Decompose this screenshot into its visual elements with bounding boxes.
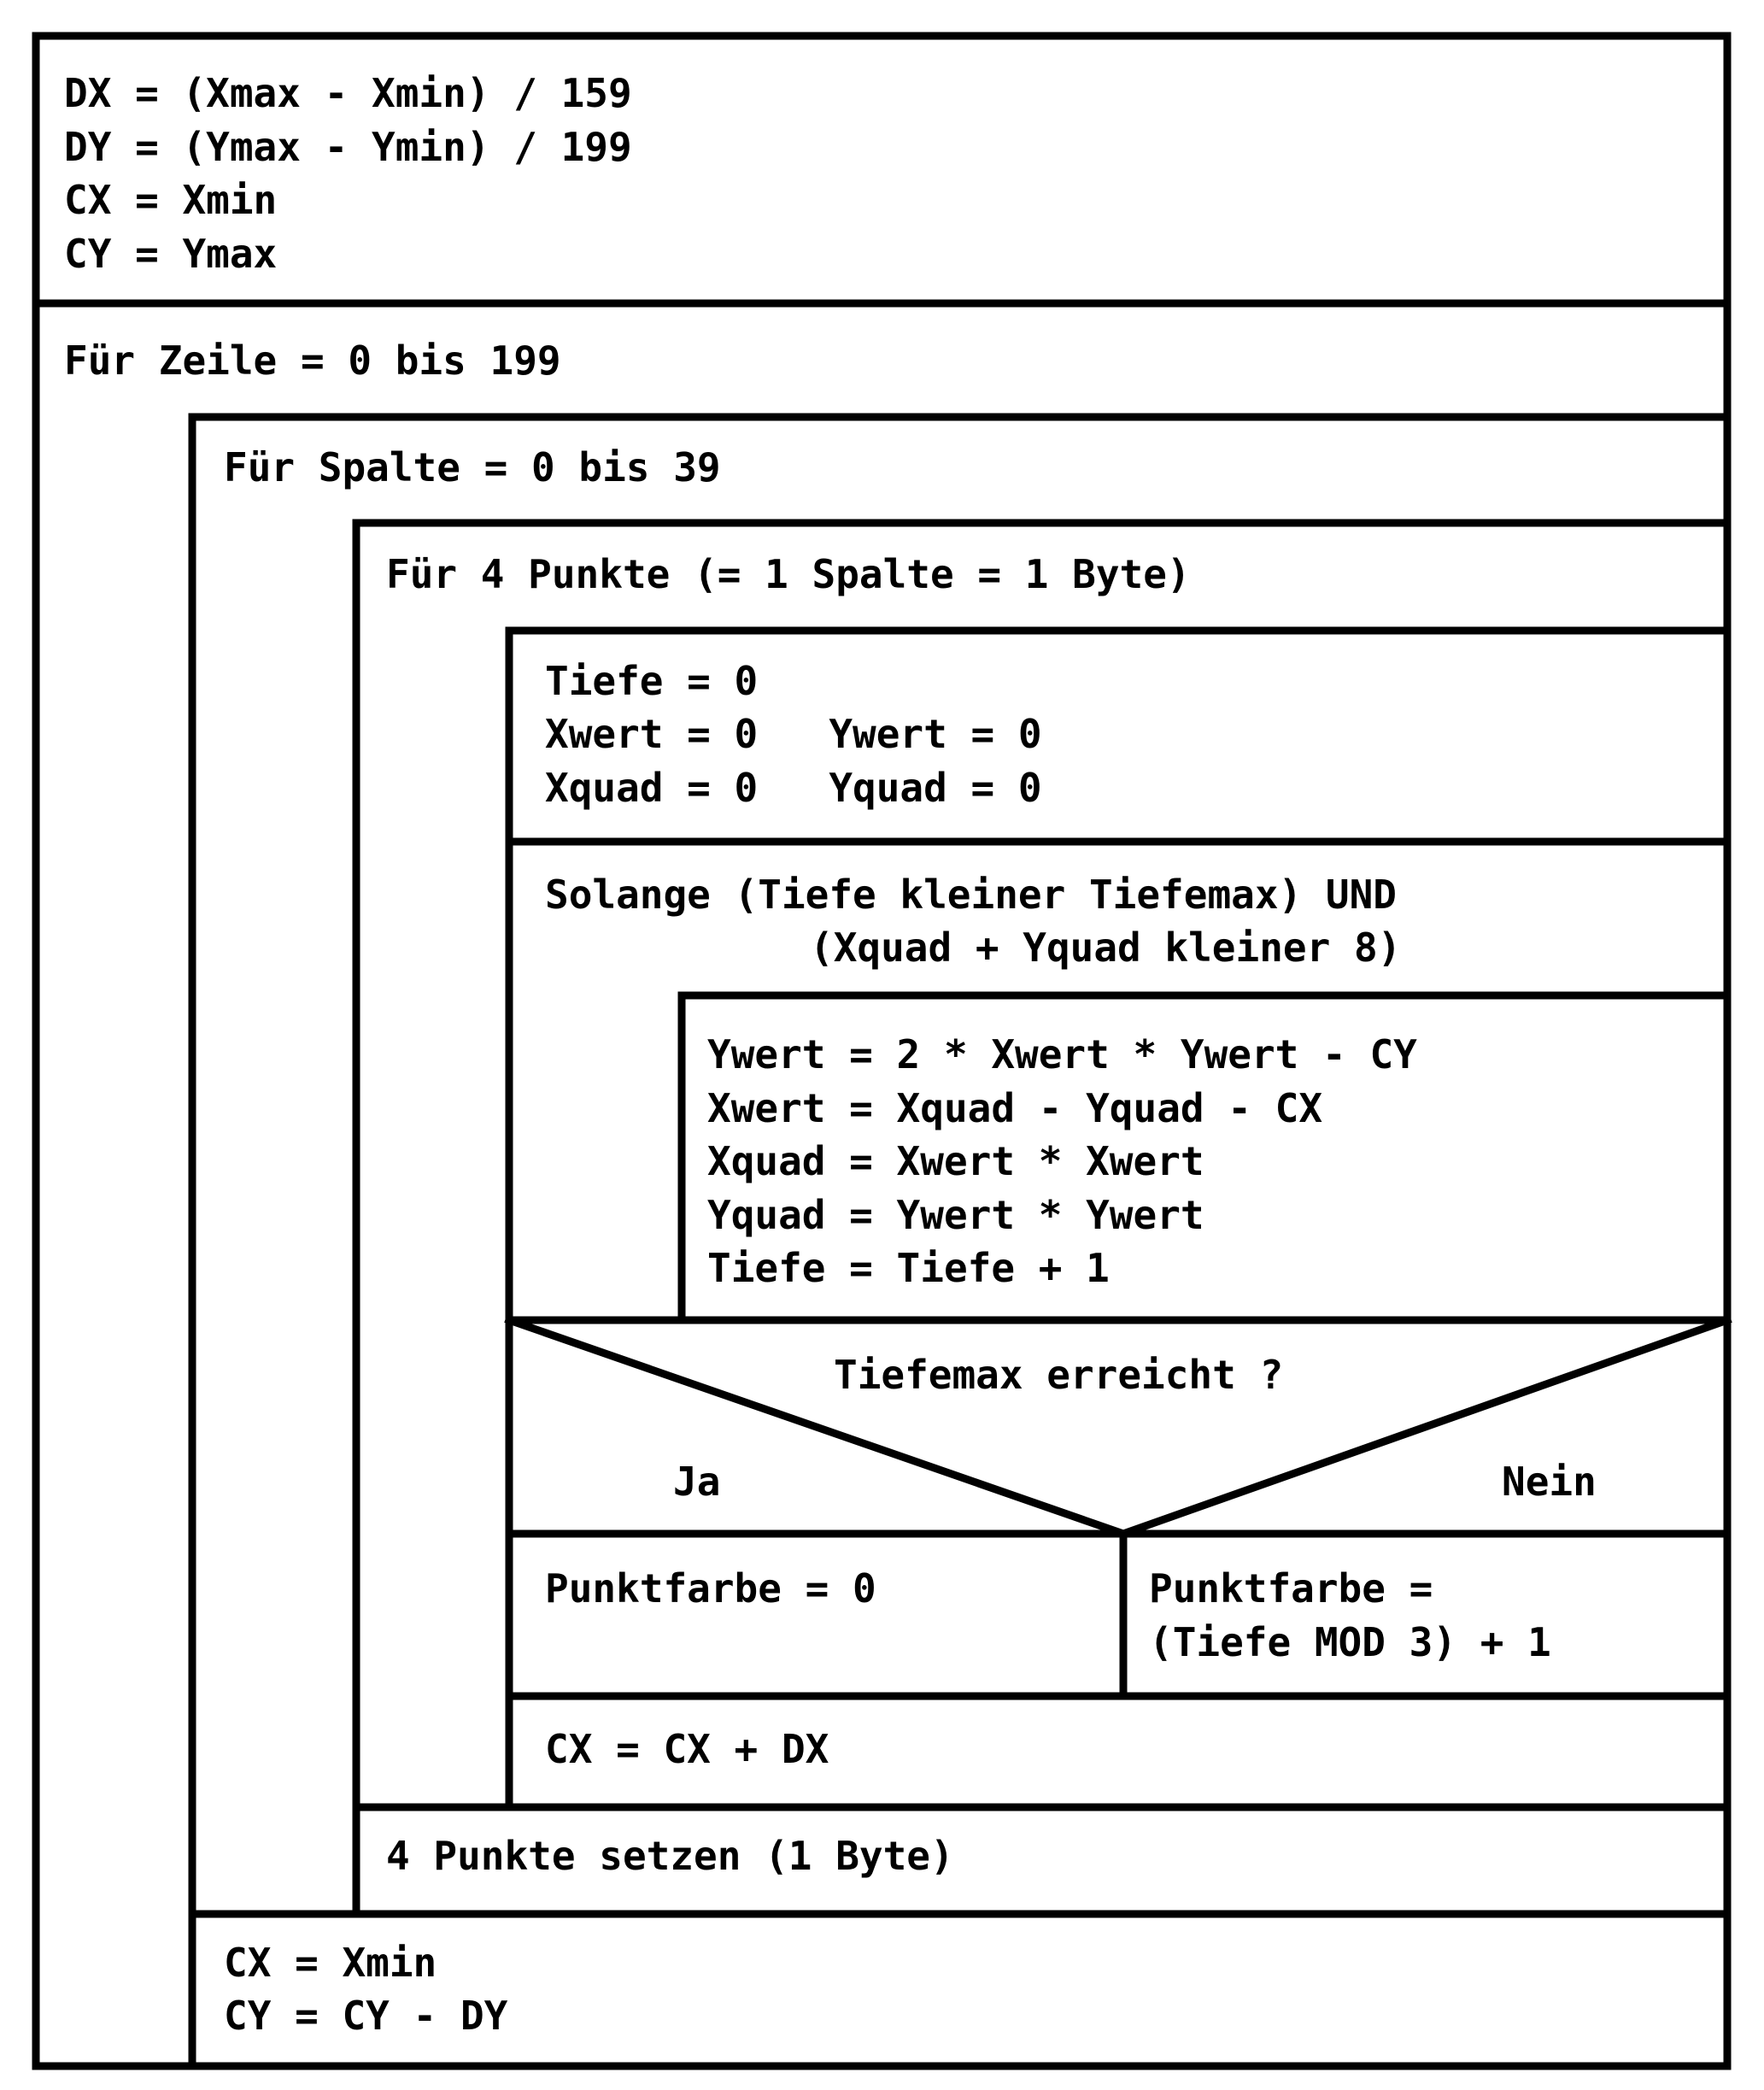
while-condition-line2: (Xquad + Yquad kleiner 8) — [810, 925, 1402, 971]
init-line-cx: CX = Xmin — [64, 177, 278, 223]
row-end-block — [224, 1940, 508, 2039]
branch-no-line2: (Tiefe MOD 3) + 1 — [1149, 1619, 1551, 1665]
row-end-line-cy: CY = CY - DY — [224, 1993, 508, 2039]
decision-condition: Tiefemax erreicht ? — [834, 1352, 1284, 1398]
branch-no-block — [1149, 1565, 1551, 1665]
punkte-loop-header: Für 4 Punkte (= 1 Spalte = 1 Byte) — [386, 551, 1191, 597]
init-line-cy: CY = Ymax — [64, 231, 278, 277]
iteration-line-yquad: Yquad = Ywert * Ywert — [707, 1192, 1204, 1238]
iteration-line-ywert: Ywert = 2 * Xwert * Ywert - CY — [707, 1031, 1417, 1077]
iteration-line-xquad: Xquad = Xwert * Xwert — [707, 1138, 1204, 1184]
branch-no-line1: Punktfarbe = — [1149, 1565, 1433, 1612]
row-end-line-cx: CX = Xmin — [224, 1940, 437, 1986]
iteration-block — [707, 1031, 1417, 1291]
init-line-dy: DY = (Ymax - Ymin) / 199 — [64, 124, 632, 170]
while-loop-header — [545, 872, 1401, 971]
branch-yes-text: Punktfarbe = 0 — [545, 1565, 876, 1612]
cx-increment-text: CX = CX + DX — [545, 1726, 829, 1772]
init-block — [64, 70, 632, 277]
decision-no-label: Nein — [1502, 1459, 1597, 1505]
reset-line-quad: Xquad = 0 Yquad = 0 — [545, 765, 1042, 811]
zeile-loop-header: Für Zeile = 0 bis 199 — [64, 338, 561, 384]
iteration-line-tiefe: Tiefe = Tiefe + 1 — [707, 1245, 1110, 1291]
set-points-text: 4 Punkte setzen (1 Byte) — [386, 1833, 954, 1879]
decision-yes-label: Ja — [673, 1459, 721, 1505]
reset-line-tiefe: Tiefe = 0 — [545, 658, 759, 704]
reset-block — [545, 658, 1042, 811]
init-line-dx: DX = (Xmax - Xmin) / 159 — [64, 70, 632, 116]
while-condition-line1: Solange (Tiefe kleiner Tiefemax) UND — [545, 872, 1397, 918]
reset-line-wert: Xwert = 0 Ywert = 0 — [545, 711, 1042, 757]
iteration-line-xwert: Xwert = Xquad - Yquad - CX — [707, 1085, 1323, 1131]
spalte-loop-header: Für Spalte = 0 bis 39 — [224, 444, 721, 490]
